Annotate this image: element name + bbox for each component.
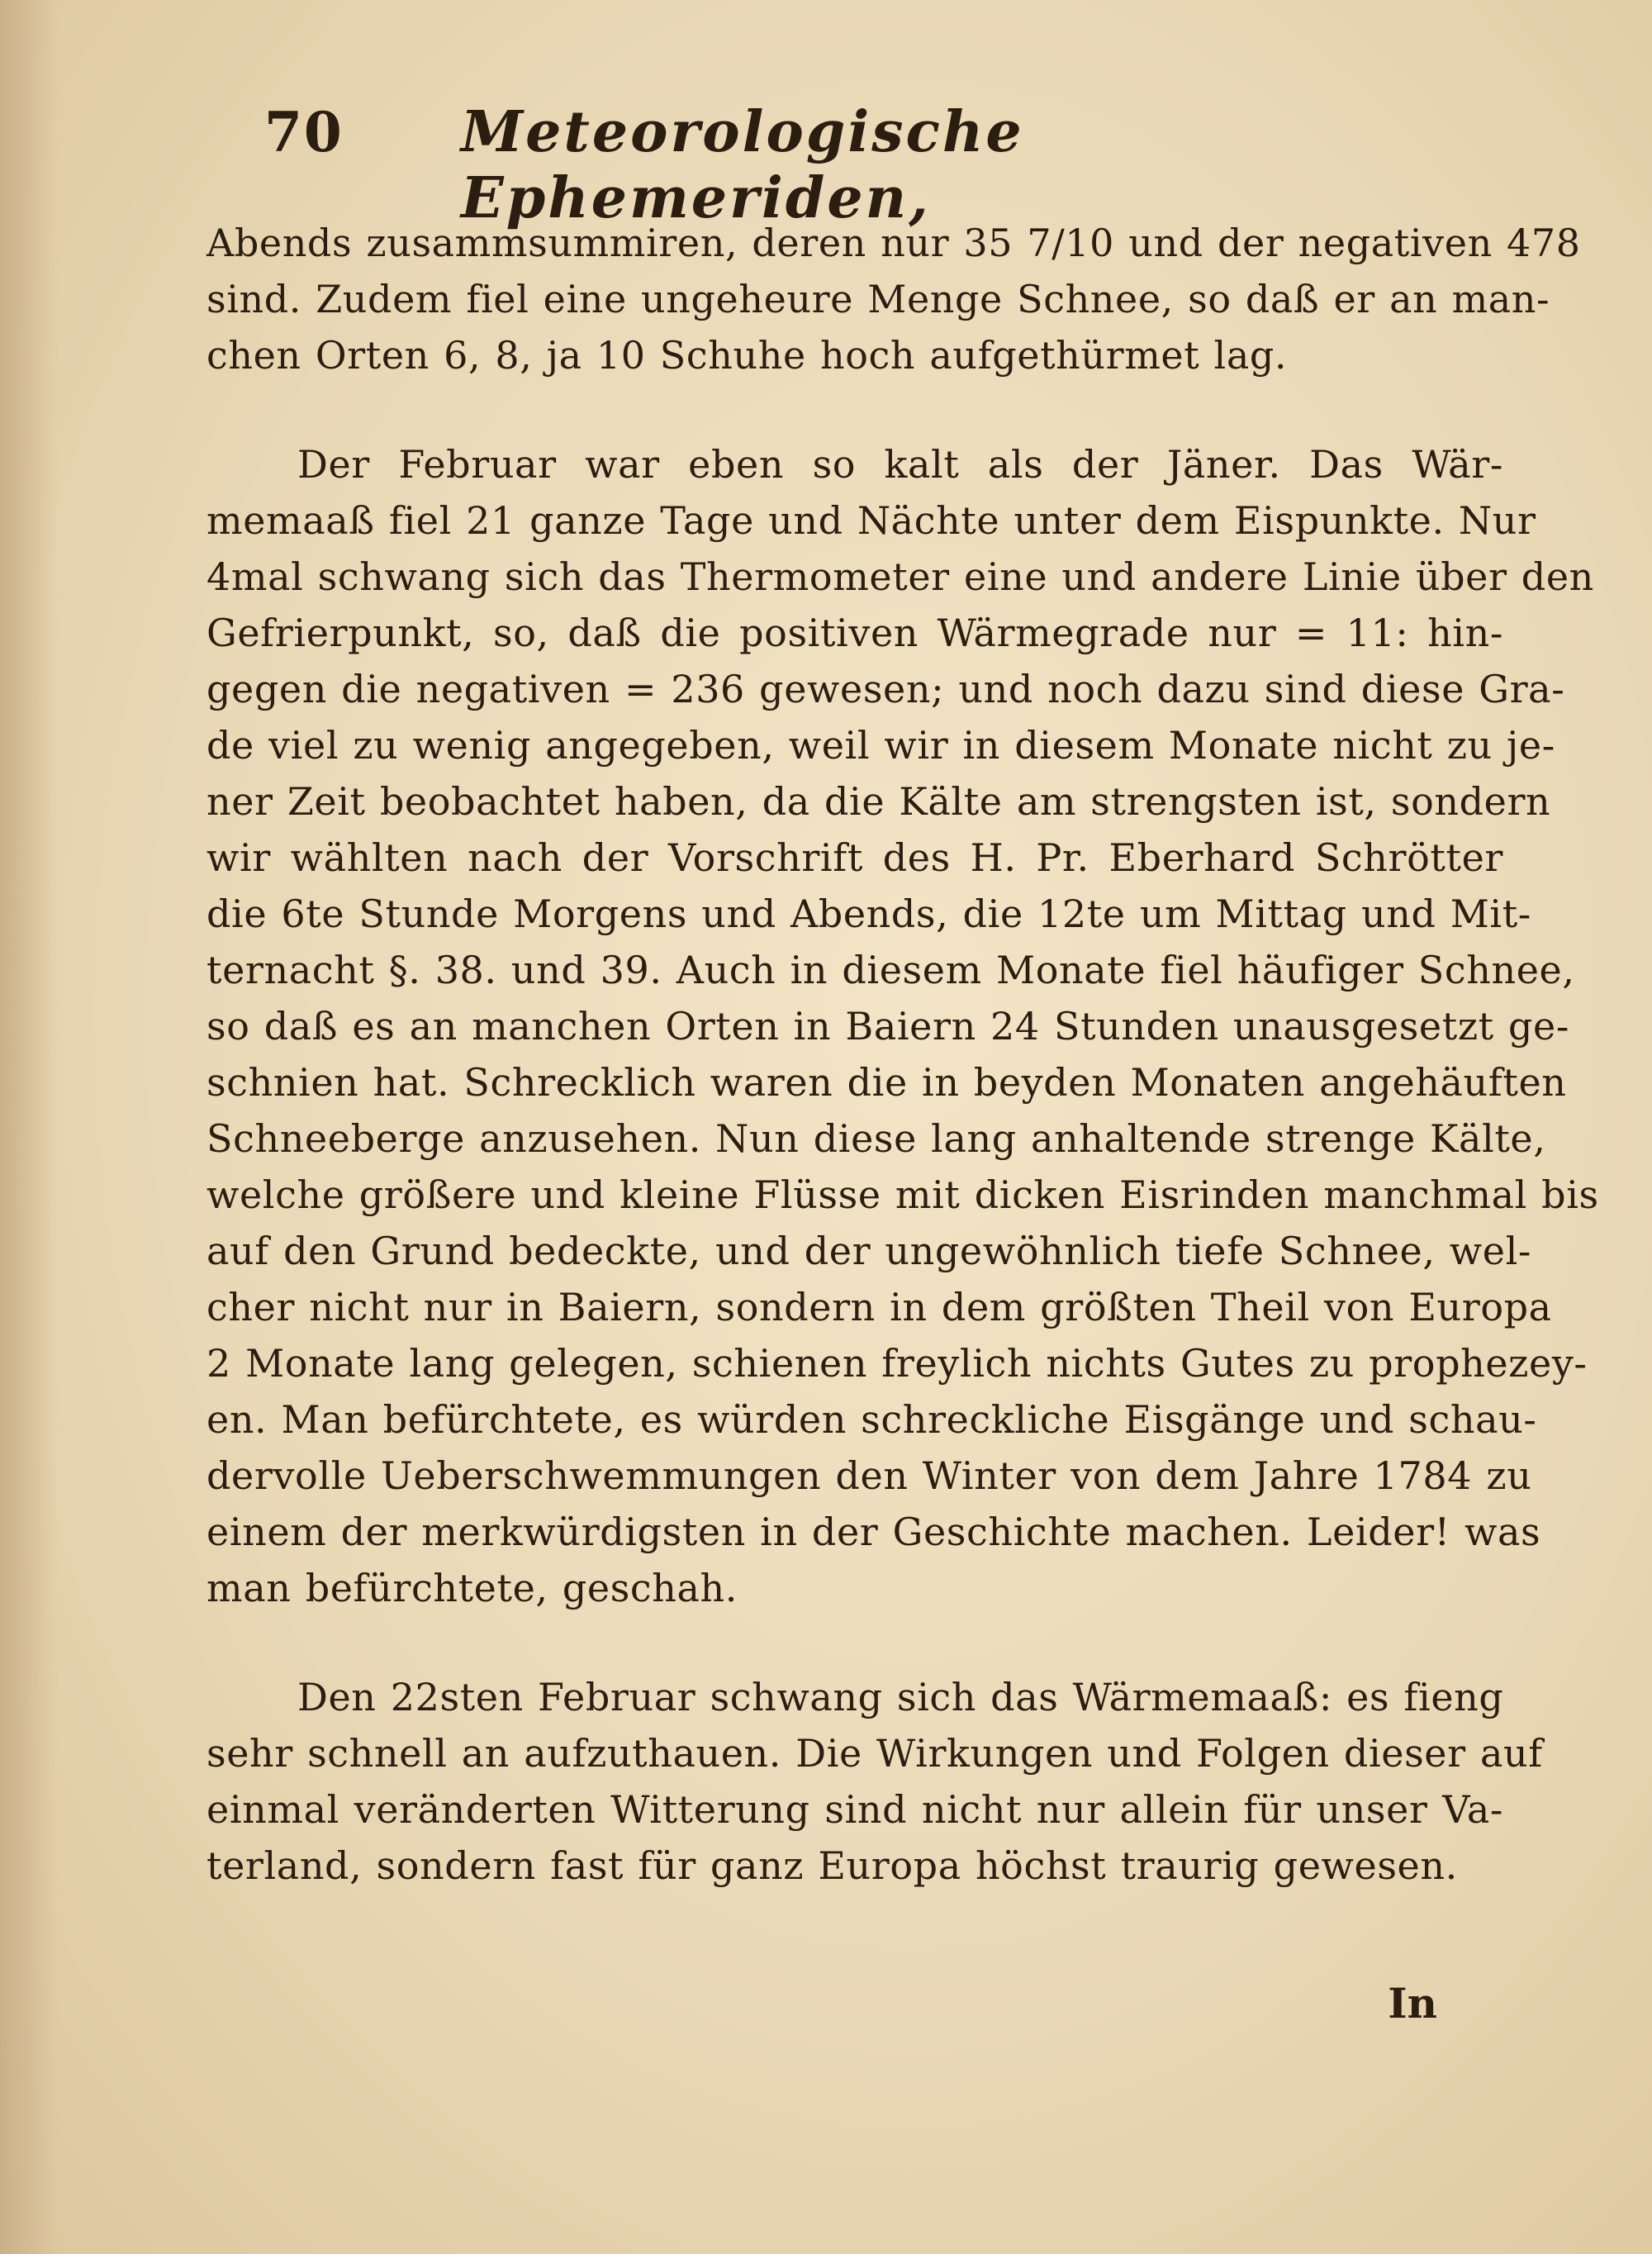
body-text [206, 215, 1599, 1894]
text-line: so daß es an manchen Orten in Baiern 24 Stunden unausgesetzt ge- [206, 1004, 1569, 1049]
text-line: Schneeberge anzusehen. Nun diese lang anhaltende strenge Kälte, [206, 1116, 1546, 1161]
text-line: ternacht §. 38. und 39. Auch in diesem Monate fiel häufiger Schnee, [206, 948, 1575, 992]
text-line: schnien hat. Schrecklich waren die in beyden Monaten angehäuften [206, 1060, 1567, 1105]
text-line: terland, sondern fast für ganz Europa höchst traurig gewesen. [206, 1843, 1458, 1888]
paragraph-gap [206, 383, 1503, 436]
text-line: chen Orten 6, 8, ja 10 Schuhe hoch aufgethürmet lag. [206, 333, 1288, 378]
text-line: Gefrierpunkt, so, daß die positiven Wärmegrade nur = 11: hin- [206, 611, 1503, 655]
text-line: Den 22sten Februar schwang sich das Wärmemaaß: es fieng [297, 1675, 1504, 1719]
text-line: wir wählten nach der Vorschrift des H. Pr. Eberhard Schrötter [206, 835, 1503, 880]
text-line: en. Man befürchtete, es würden schreckliche Eisgänge und schau- [206, 1397, 1537, 1442]
text-line: welche größere und kleine Flüsse mit dicken Eisrinden manchmal bis [206, 1172, 1599, 1217]
text-line: gegen die negativen = 236 gewesen; und noch dazu sind diese Gra- [206, 667, 1565, 711]
text-line: memaaß fiel 21 ganze Tage und Nächte unter dem Eispunkte. Nur [206, 498, 1536, 543]
text-line: sind. Zudem fiel eine ungeheure Menge Schnee, so daß er an man- [206, 277, 1550, 321]
running-title: Meteorologische Ephemeriden, [460, 99, 1024, 231]
text-line: de viel zu wenig angegeben, weil wir in diesem Monate nicht zu je- [206, 723, 1555, 768]
text-line: 4mal schwang sich das Thermometer eine und andere Linie über den [206, 554, 1594, 599]
text-line: Abends zusammsummiren, deren nur 35 7/10 und der negativen 478 [206, 221, 1581, 265]
page-number: 70 [264, 100, 344, 164]
text-line: sehr schnell an aufzuthauen. Die Wirkungen und Folgen dieser auf [206, 1731, 1543, 1776]
text-line: man befürchtete, geschah. [206, 1566, 738, 1610]
page-edge-shadow [0, 0, 58, 2254]
text-line: 2 Monate lang gelegen, schienen freylich nichts Gutes zu prophezey- [206, 1341, 1588, 1386]
paragraph-gap [206, 1616, 1503, 1669]
text-line: ner Zeit beobachtet haben, da die Kälte am strengsten ist, sondern [206, 779, 1551, 824]
running-head [264, 99, 1503, 231]
text-line: dervolle Ueberschwemmungen den Winter von dem Jahre 1784 zu [206, 1453, 1532, 1498]
text-line: Der Februar war eben so kalt als der Jäner. Das Wär- [297, 442, 1503, 487]
text-line: auf den Grund bedeckte, und der ungewöhnlich tiefe Schnee, wel- [206, 1229, 1532, 1273]
text-line: einem der merkwürdigsten in der Geschichte machen. Leider! was [206, 1510, 1541, 1554]
text-line: cher nicht nur in Baiern, sondern in dem größten Theil von Europa [206, 1285, 1552, 1329]
catchword: In [1388, 1979, 1437, 2028]
text-line: die 6te Stunde Morgens und Abends, die 12te um Mittag und Mit- [206, 892, 1531, 936]
text-line: einmal veränderten Witterung sind nicht nur allein für unser Va- [206, 1787, 1503, 1832]
